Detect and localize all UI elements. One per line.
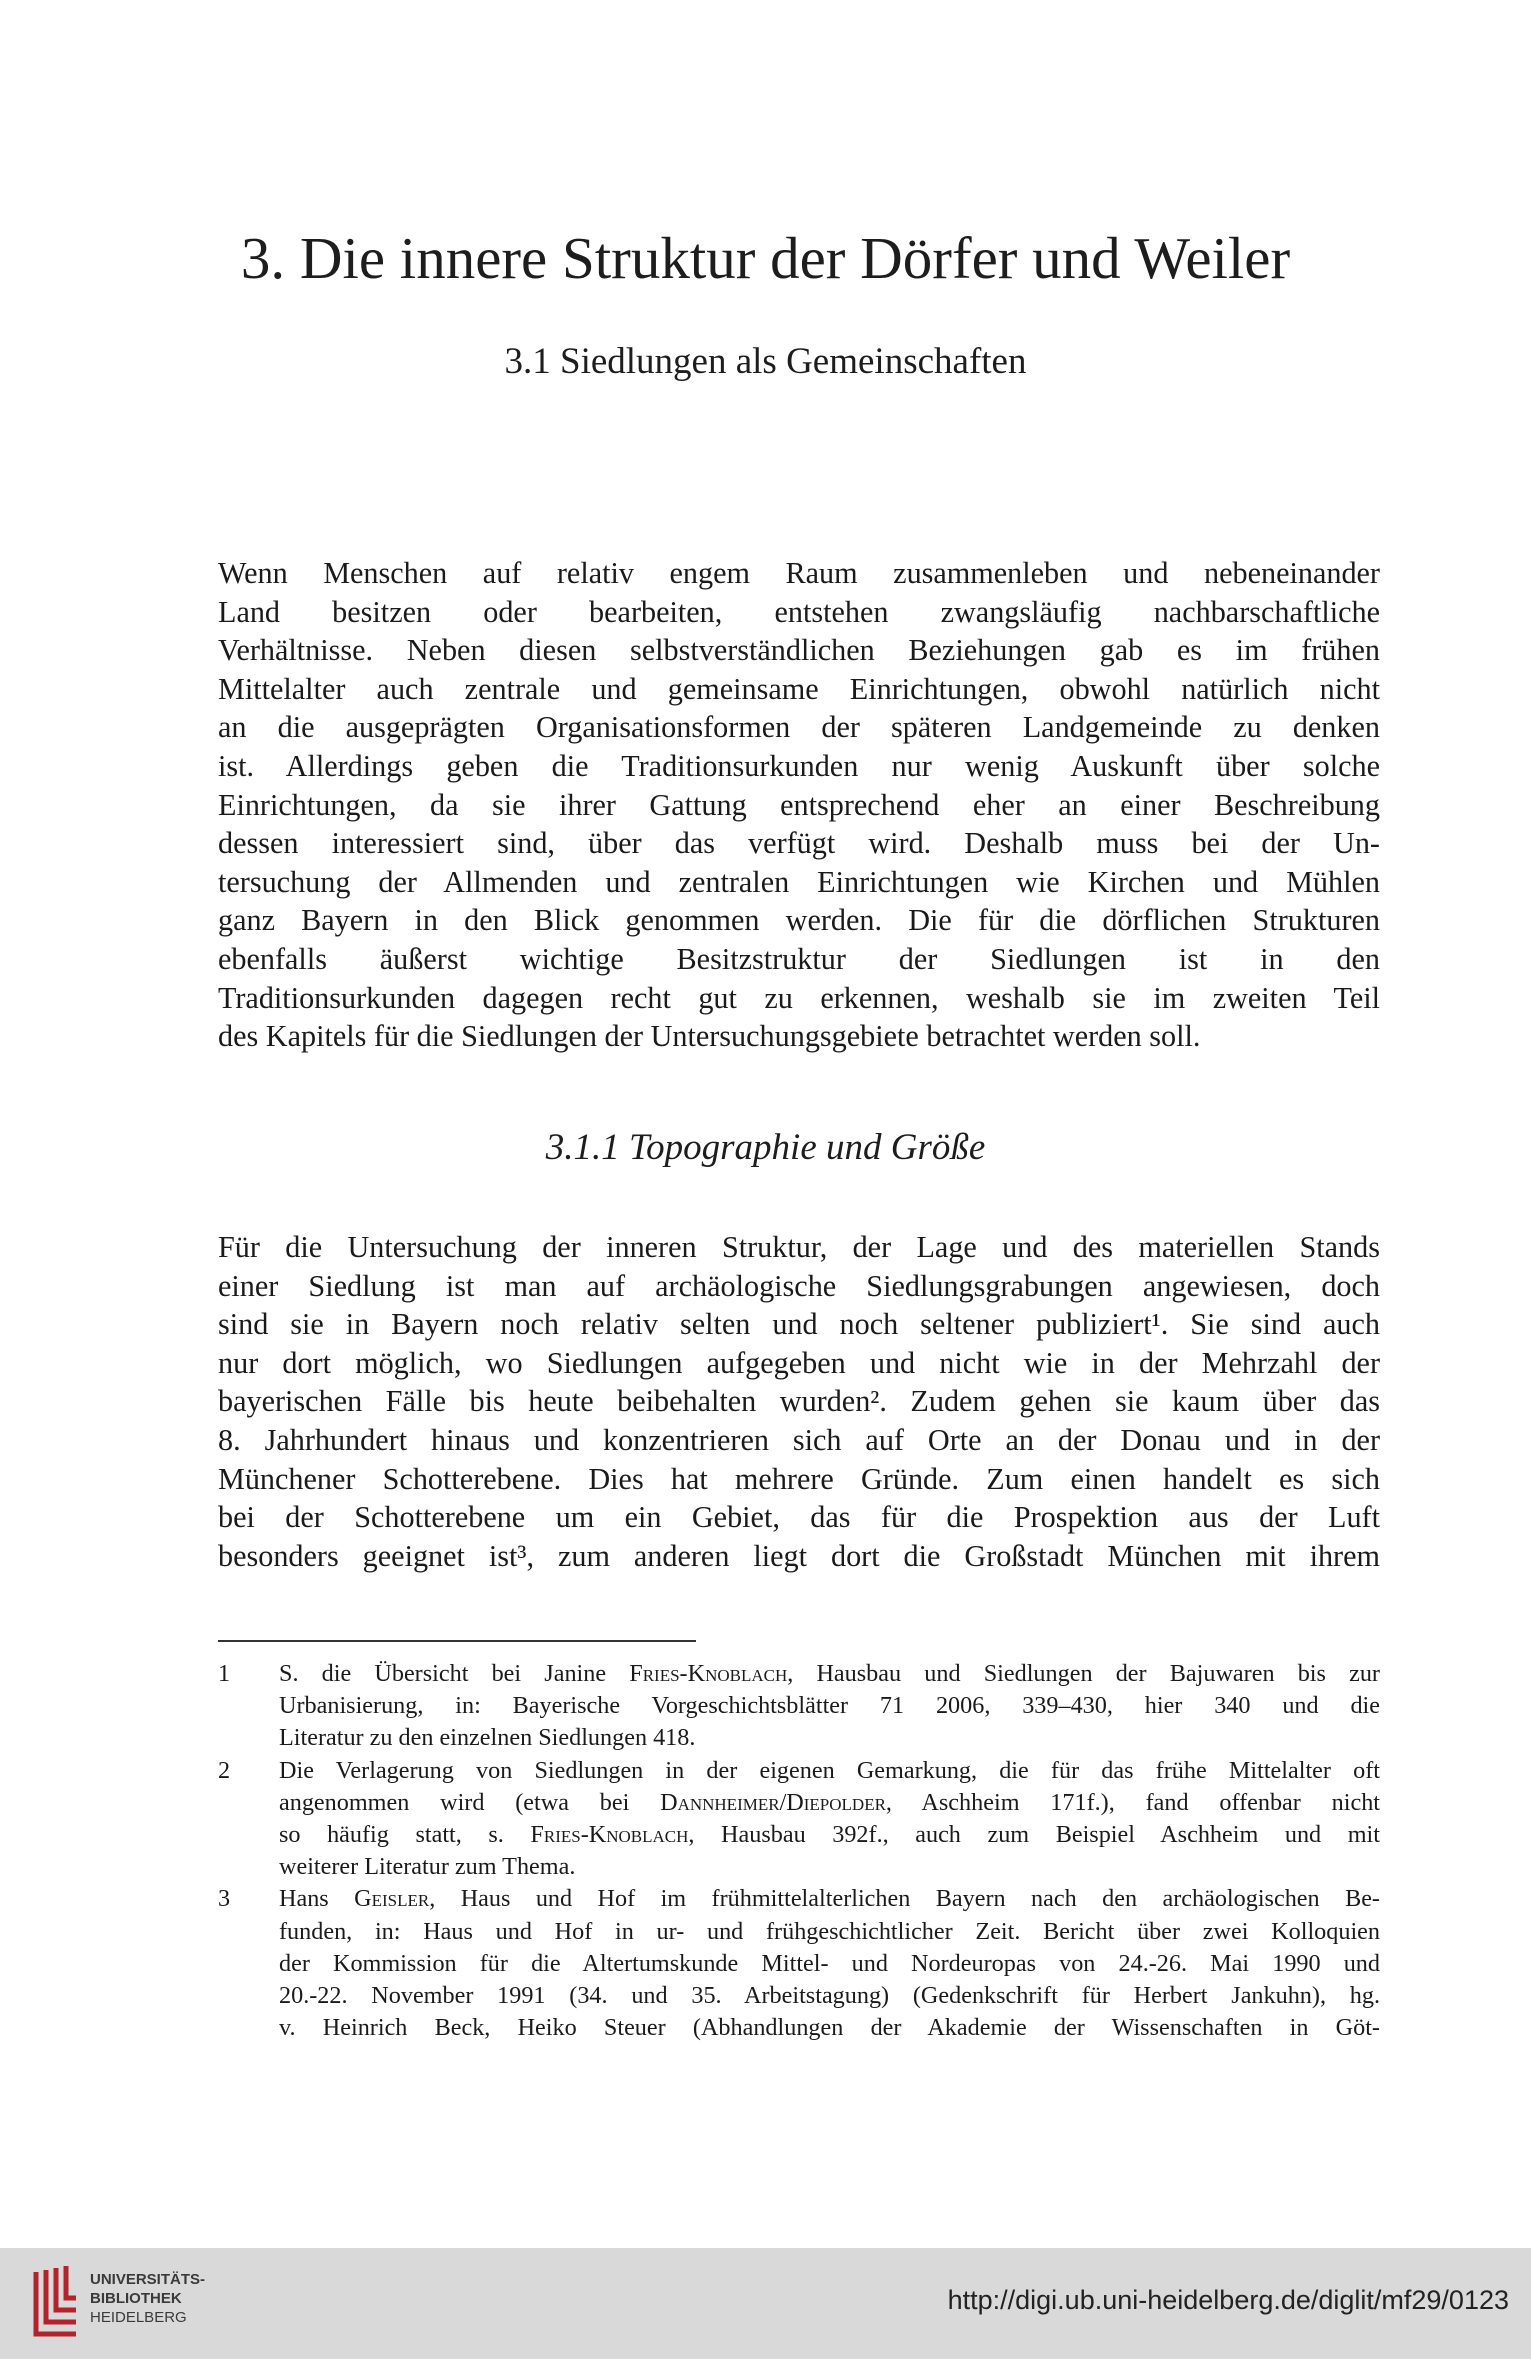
- library-name-line: BIBLIOTHEK: [90, 2290, 182, 2307]
- text-line: ebenfalls äußerst wichtige Besitzstruktur der Siedlungen ist in den: [218, 941, 1380, 976]
- footnote-line: Die Verlagerung von Siedlungen in der eigenen Gemarkung, die für das frühe Mittelalter oft: [279, 1756, 1380, 1784]
- footnote-number: 1: [218, 1660, 231, 1687]
- library-name-line: UNIVERSITÄTS-: [90, 2271, 206, 2288]
- footnote-line: angenommen wird (etwa bei Dannheimer/Diepolder, Aschheim 171f.), fand offenbar nicht: [279, 1788, 1381, 1816]
- text-line: an die ausgeprägten Organisationsformen der späteren Landgemeinde zu denken: [218, 710, 1380, 745]
- footnote-3: [218, 1883, 1380, 2044]
- library-logo-icon: [30, 2264, 82, 2342]
- footnotes: [218, 1658, 1380, 2044]
- chapter-title: 3. Die innere Struktur der Dörfer und Weiler: [240, 225, 1291, 291]
- text-line: tersuchung der Allmenden und zentralen Einrichtungen wie Kirchen und Mühlen: [218, 864, 1380, 899]
- text-line: Für die Untersuchung der inneren Struktur, der Lage und des materiellen Stands: [218, 1230, 1380, 1264]
- text-line: bayerischen Fälle bis heute beibehalten wurden². Zudem gehen sie kaum über das: [218, 1384, 1380, 1419]
- footnote-line: weiterer Literatur zum Thema.: [279, 1853, 576, 1881]
- text-line: des Kapitels für die Siedlungen der Untersuchungsgebiete betrachtet werden soll.: [218, 1019, 1201, 1054]
- footnote-line: Urbanisierung, in: Bayerische Vorgeschichtsblätter 71 2006, 339–430, hier 340 und die: [279, 1692, 1380, 1720]
- text-line: ist. Allerdings geben die Traditionsurkunden nur wenig Auskunft über solche: [218, 748, 1380, 783]
- text-line: Verhältnisse. Neben diesen selbstverständlichen Beziehungen gab es im frühen: [218, 633, 1380, 668]
- footnote-line: der Kommission für die Altertumskunde Mittel- und Nordeuropas von 24.-26. Mai 1990 und: [279, 1949, 1380, 1977]
- footnote-2: [218, 1755, 1380, 1884]
- library-name: [90, 2270, 205, 2327]
- section-title: 3.1 Siedlungen als Gemeinschaften: [504, 341, 1027, 382]
- paragraph-2: [218, 1228, 1380, 1575]
- library-name-line: HEIDELBERG: [90, 2309, 187, 2326]
- footnote-line: Literatur zu den einzelnen Siedlungen 418.: [279, 1724, 696, 1752]
- subsection-title: 3.1.1 Topographie und Größe: [545, 1127, 986, 1168]
- text-line: Land besitzen oder bearbeiten, entstehen zwangsläufig nachbarschaftliche: [218, 594, 1380, 629]
- paragraph-1: [218, 554, 1380, 1056]
- footnote-1: [218, 1658, 1380, 1755]
- text-line: Traditionsurkunden dagegen recht gut zu erkennen, weshalb sie im zweiten Teil: [218, 980, 1380, 1015]
- text-line: sind sie in Bayern noch relativ selten und noch seltener publiziert¹. Sie sind auch: [218, 1307, 1380, 1342]
- footnote-line: v. Heinrich Beck, Heiko Steuer (Abhandlungen der Akademie der Wissenschaften in Göt-: [279, 2014, 1380, 2042]
- text-line: einer Siedlung ist man auf archäologische Siedlungsgrabungen angewiesen, doch: [218, 1268, 1380, 1303]
- text-line: Wenn Menschen auf relativ engem Raum zusammenleben und nebeneinander: [218, 556, 1380, 590]
- source-url-link[interactable]: http://digi.ub.uni-heidelberg.de/diglit/mf29/0123: [947, 2285, 1509, 2315]
- footnote-line: S. die Übersicht bei Janine Fries-Knoblach, Hausbau und Siedlungen der Bajuwaren bis zur: [279, 1660, 1380, 1687]
- text-line: nur dort möglich, wo Siedlungen aufgegeben und nicht wie in der Mehrzahl der: [218, 1345, 1380, 1380]
- text-line: Mittelalter auch zentrale und gemeinsame Einrichtungen, obwohl natürlich nicht: [218, 671, 1380, 706]
- text-line: dessen interessiert sind, über das verfügt wird. Deshalb muss bei der Un-: [218, 826, 1380, 861]
- footnote-separator: [218, 1640, 696, 1642]
- footnote-number: 3: [218, 1885, 231, 1913]
- text-line: 8. Jahrhundert hinaus und konzentrieren sich auf Orte an der Donau und in der: [218, 1422, 1380, 1457]
- footnote-line: funden, in: Haus und Hof in ur- und frühgeschichtlicher Zeit. Bericht über zwei Kolloquien: [279, 1917, 1380, 1945]
- text-line: bei der Schotterebene um ein Gebiet, das für die Prospektion aus der Luft: [218, 1500, 1380, 1535]
- footnote-number: 2: [218, 1756, 231, 1784]
- text-line: ganz Bayern in den Blick genommen werden. Die für die dörflichen Strukturen: [218, 903, 1380, 938]
- text-line: Münchener Schotterebene. Dies hat mehrere Gründe. Zum einen handelt es sich: [218, 1461, 1380, 1496]
- footnote-line: so häufig statt, s. Fries-Knoblach, Hausbau 392f., auch zum Beispiel Aschheim und mit: [279, 1820, 1380, 1848]
- text-line: besonders geeignet ist³, zum anderen liegt dort die Großstadt München mit ihrem: [218, 1538, 1380, 1573]
- text-line: Einrichtungen, da sie ihrer Gattung entsprechend eher an einer Beschreibung: [218, 787, 1380, 822]
- footnote-line: Hans Geisler, Haus und Hof im frühmittelalterlichen Bayern nach den archäologischen Be-: [279, 1885, 1380, 1913]
- footnote-line: 20.-22. November 1991 (34. und 35. Arbeitstagung) (Gedenkschrift für Herbert Jankuhn), hg.: [279, 1981, 1380, 2009]
